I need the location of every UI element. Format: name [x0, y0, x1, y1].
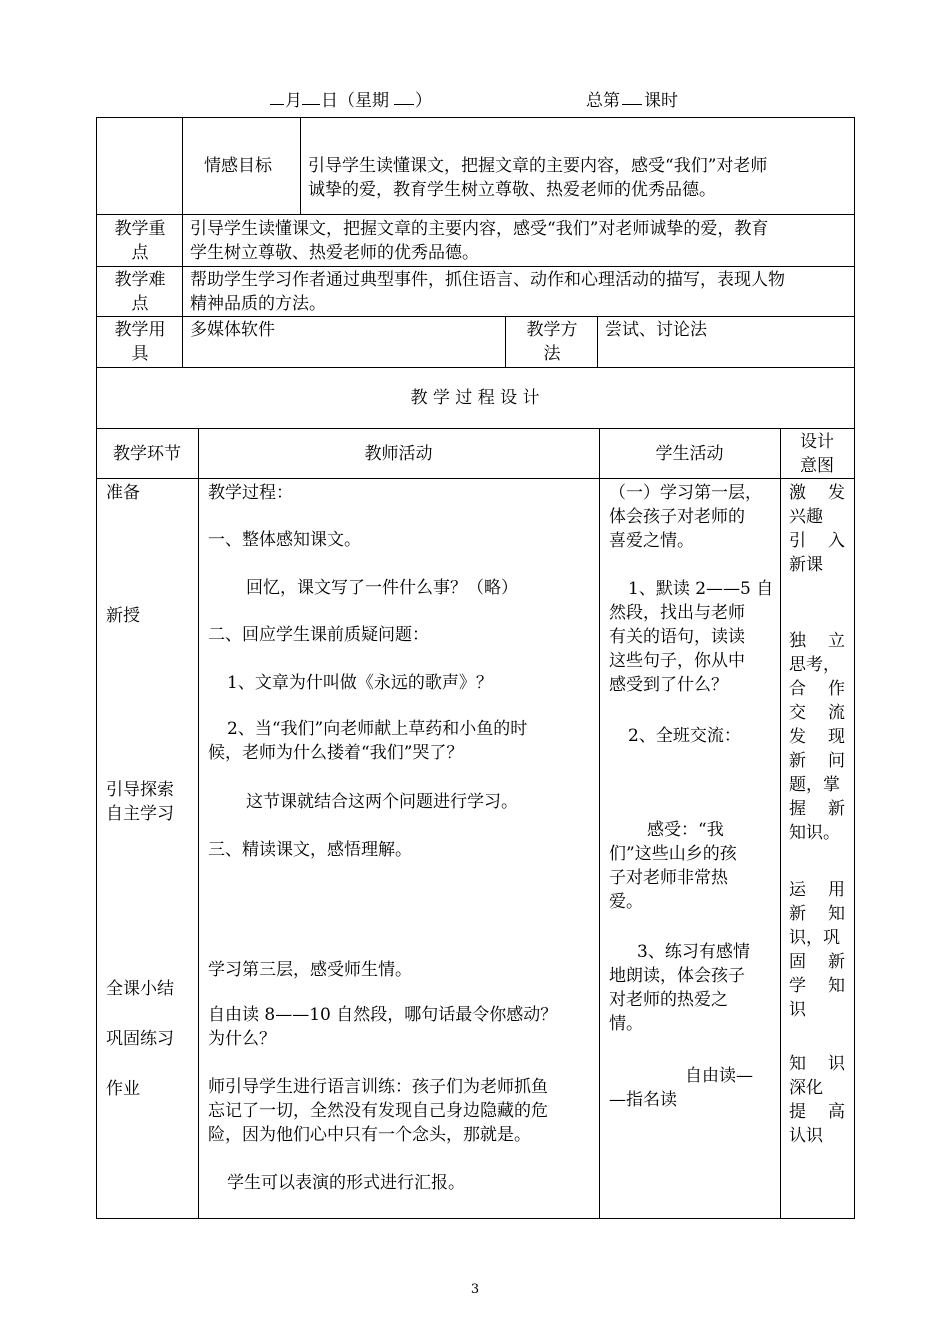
teacher-line: 教学过程：	[208, 483, 293, 503]
student-block: 3、练习有感情 地朗读，体会孩子 对老师的热爱之 情。	[609, 942, 750, 1034]
stage-prep: 准备	[106, 483, 140, 503]
student-block: 2、全班交流：	[628, 726, 741, 746]
method-text: 尝试、讨论法	[605, 320, 707, 340]
key-point-text: 引导学生读懂课文，把握文章的主要内容，感受“我们”对老师诚挚的爱，教育 学生树立尊敬、热爱老师的优秀品德。	[190, 219, 769, 263]
emotion-goal-text: 引导学生读懂课文，把握文章的主要内容，感受“我们”对老师 诚挚的爱，教育学生树立尊敬、热爱老师的优秀品德。	[308, 156, 768, 200]
teacher-line: 一、整体感知课文。	[208, 530, 361, 550]
teacher-line: 二、回应学生课前质疑问题：	[208, 625, 429, 645]
stage-new: 新授	[106, 606, 140, 626]
page-header	[0, 86, 950, 114]
intent-block: 运 用 新 知 识，巩 固 新 学 知 识	[789, 880, 845, 1020]
teacher-line: 自由读 8——10 自然段，哪句话最令你感动？ 为什么？	[208, 1005, 558, 1049]
stage-homework: 作业	[106, 1079, 140, 1099]
column-intent: 设计 意图	[800, 432, 834, 476]
column-student: 学生活动	[655, 444, 724, 464]
process-title: 教 学 过 程 设 计	[410, 388, 540, 408]
teacher-line: 这节课就结合这两个问题进行学习。	[246, 792, 518, 812]
student-block: 1、默读 2——5 自 然段，找出与老师 有关的语句，读读 这些句子，你从中 感受到了什么？	[609, 579, 774, 695]
month-blank	[270, 86, 284, 110]
stage-summary: 全课小结	[106, 979, 174, 999]
teacher-line: 2、当“我们”向老师献上草药和小鱼的时 候，老师为什么搂着“我们”哭了？	[208, 719, 528, 763]
weekday-close: ）	[415, 91, 432, 111]
weekday-label: 日（星期	[321, 91, 389, 111]
intent-block: 知 识 深化 提 高 认识	[789, 1054, 845, 1146]
student-block: （一）学习第一层， 体会孩子对老师的 喜爱之情。	[609, 483, 762, 551]
student-block: 自由读— —指名读	[609, 1066, 753, 1110]
intent-block: 激 发 兴趣 引 入 新课	[789, 483, 845, 575]
tools-label: 教学用 具	[114, 320, 166, 364]
column-teacher: 教师活动	[364, 444, 433, 464]
teacher-line: 学生可以表演的形式进行汇报。	[227, 1173, 465, 1193]
teacher-line: 师引导学生进行语言训练：孩子们为老师抓鱼 忘记了一切，全然没有发现自己身边隐藏的危 险，因为他们心中只有一个念头，那就是。	[208, 1077, 548, 1145]
difficulty-text: 帮助学生学习作者通过典型事件，抓住语言、动作和心理活动的描写，表现人物 精神品质的方法。	[190, 270, 785, 314]
total-blank	[622, 86, 642, 110]
month-label: 月	[285, 91, 302, 111]
key-point-label: 教学重 点	[114, 219, 166, 263]
total-suffix: 课时	[644, 91, 678, 111]
emotion-goal-label: 情感目标	[204, 156, 272, 176]
intent-block: 独 立 思考， 合 作 交 流 发 现 新 问 题，掌 握 新 知识。	[789, 631, 845, 843]
stage-practice: 巩固练习	[106, 1029, 174, 1049]
page-number: 3	[470, 1282, 480, 1297]
teacher-line: 回忆，课文写了一件什么事？（略）	[246, 578, 518, 598]
student-block: 感受：“我 们”这些山乡的孩 子对老师非常热 爱。	[609, 820, 737, 912]
teacher-line: 学习第三层，感受师生情。	[208, 960, 412, 980]
tools-text: 多媒体软件	[190, 320, 275, 340]
teacher-line: 1、文章为什叫做《永远的歌声》？	[227, 673, 493, 693]
total-prefix: 总第	[586, 91, 620, 111]
stage-guide: 引导探索 自主学习	[106, 780, 174, 824]
column-stage: 教学环节	[113, 444, 181, 464]
difficulty-label: 教学难 点	[114, 270, 166, 314]
day-blank	[302, 86, 320, 110]
method-label: 教学方 法	[526, 320, 578, 364]
teacher-line: 三、精读课文，感悟理解。	[208, 840, 412, 860]
weekday-blank	[394, 86, 414, 110]
